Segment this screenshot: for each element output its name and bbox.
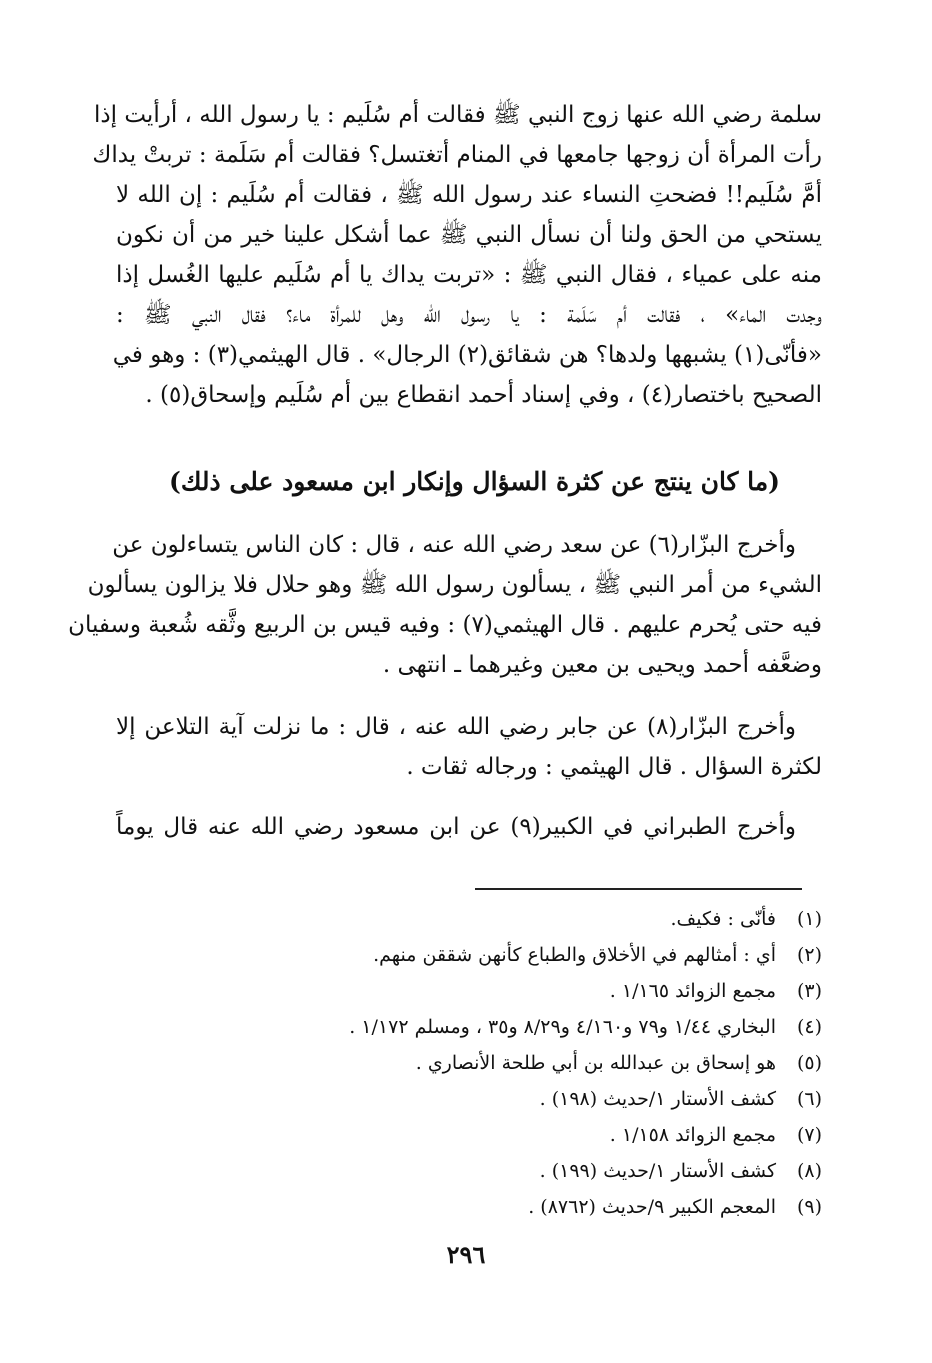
footnote bbox=[116, 976, 822, 1006]
footnote-text: أي : أمثالهم في الأخلاق والطباع كأنهن شققن منهم. bbox=[373, 944, 776, 966]
text-line: «فأنّى(١) يشبهها ولدها؟ هن شقائق(٢) الرجال» . قال الهيثمي(٣) : وهو في bbox=[112, 342, 822, 368]
text-line: أمَّ سُلَيم!! فضحتِ النساء عند رسول الله ﷺ ، فقالت أم سُلَيم : إن الله لا bbox=[116, 182, 822, 208]
text-line: رأت المرأة أن زوجها جامعها في المنام أتغتسل؟ فقالت أم سَلَمة : تربتْ يداك bbox=[92, 142, 822, 168]
text-line: الصحيح باختصار(٤) ، وفي إسناد أحمد انقطاع بين أم سُلَيم وإسحاق(٥) . bbox=[145, 382, 822, 408]
footnote-number: (٦) bbox=[796, 1088, 822, 1110]
footnote bbox=[116, 1048, 822, 1078]
text-line: وأخرج البزّار(٦) عن سعد رضي الله عنه ، قال : كان الناس يتساءلون عن bbox=[112, 532, 796, 558]
footnote-separator bbox=[475, 888, 802, 890]
text-line: منه على عمياء ، فقال النبي ﷺ : «تربت يداك يا أم سُلَيم عليها الغُسل إذا bbox=[116, 262, 822, 288]
footnote-text: كشف الأستار ١/حديث (١٩٨) . bbox=[539, 1088, 776, 1110]
text-line: وأخرج الطبراني في الكبير(٩) عن ابن مسعود رضي الله عنه قال يوماً bbox=[116, 814, 796, 840]
footnote bbox=[116, 940, 822, 970]
footnote-text: مجمع الزوائد ١/١٦٥ . bbox=[609, 980, 776, 1002]
footnote bbox=[116, 1120, 822, 1150]
footnote-number: (٣) bbox=[796, 980, 822, 1002]
page-number: ٢٩٦ bbox=[446, 1240, 486, 1269]
footnote-text: كشف الأستار ١/حديث (١٩٩) . bbox=[539, 1160, 776, 1182]
footnote-text: البخاري ١/٤٤ و٧٩ و٤/١٦٠ و٨/٢٩ و٣٥ ، ومسلم ١/١٧٢ . bbox=[349, 1016, 776, 1038]
text-line: لكثرة السؤال . قال الهيثمي : ورجاله ثقات . bbox=[406, 754, 822, 780]
footnote-text: فأنّى : فكيف. bbox=[670, 908, 776, 930]
footnote bbox=[116, 1156, 822, 1186]
footnote bbox=[116, 1012, 822, 1042]
footnote-text: المعجم الكبير ٩/حديث (٨٧٦٢) . bbox=[528, 1196, 776, 1218]
text-line: سلمة رضي الله عنها زوج النبي ﷺ فقالت أم سُلَيم : يا رسول الله ، أرأيت إذا bbox=[94, 102, 822, 128]
text-line: فيه حتى يُحرم عليهم . قال الهيثمي(٧) : وفيه قيس بن الربيع وثَّقه شُعبة وسفيان bbox=[68, 612, 822, 638]
footnote-number: (١) bbox=[796, 908, 822, 930]
footnote-text: هو إسحاق بن عبدالله بن أبي طلحة الأنصاري . bbox=[415, 1052, 776, 1074]
text-line: وضعَّفه أحمد ويحيى بن معين وغيرهما ـ انتهى . bbox=[382, 652, 822, 678]
footnote bbox=[116, 1084, 822, 1114]
footnote-number: (٨) bbox=[796, 1160, 822, 1182]
text-line: وأخرج البزّار(٨) عن جابر رضي الله عنه ، قال : ما نزلت آية التلاعن إلا bbox=[116, 714, 796, 740]
section-heading: (ما كان ينتج عن كثرة السؤال وإنكار ابن مسعود على ذلك) bbox=[169, 467, 780, 496]
footnote-text: مجمع الزوائد ١/١٥٨ . bbox=[609, 1124, 776, 1146]
footnote-number: (٤) bbox=[796, 1016, 822, 1038]
footnote-number: (٢) bbox=[796, 944, 822, 966]
footnote-number: (٩) bbox=[796, 1196, 822, 1218]
footnote bbox=[116, 1192, 822, 1222]
text-line: يستحي من الحق ولنا أن نسأل النبي ﷺ عما أشكل علينا خير من أن نكون bbox=[116, 222, 822, 248]
footnote bbox=[116, 904, 822, 934]
footnote-number: (٧) bbox=[796, 1124, 822, 1146]
text-line: وجدت الماء» ، فقالت أم سَلَمة : يا رسول الله وهل للمرأة ماء؟ فقال النبي ﷺ : bbox=[116, 302, 822, 328]
footnote-number: (٥) bbox=[796, 1052, 822, 1074]
text-line: الشيء من أمر النبي ﷺ ، يسألون رسول الله ﷺ وهو حلال فلا يزالون يسألون bbox=[87, 572, 822, 598]
